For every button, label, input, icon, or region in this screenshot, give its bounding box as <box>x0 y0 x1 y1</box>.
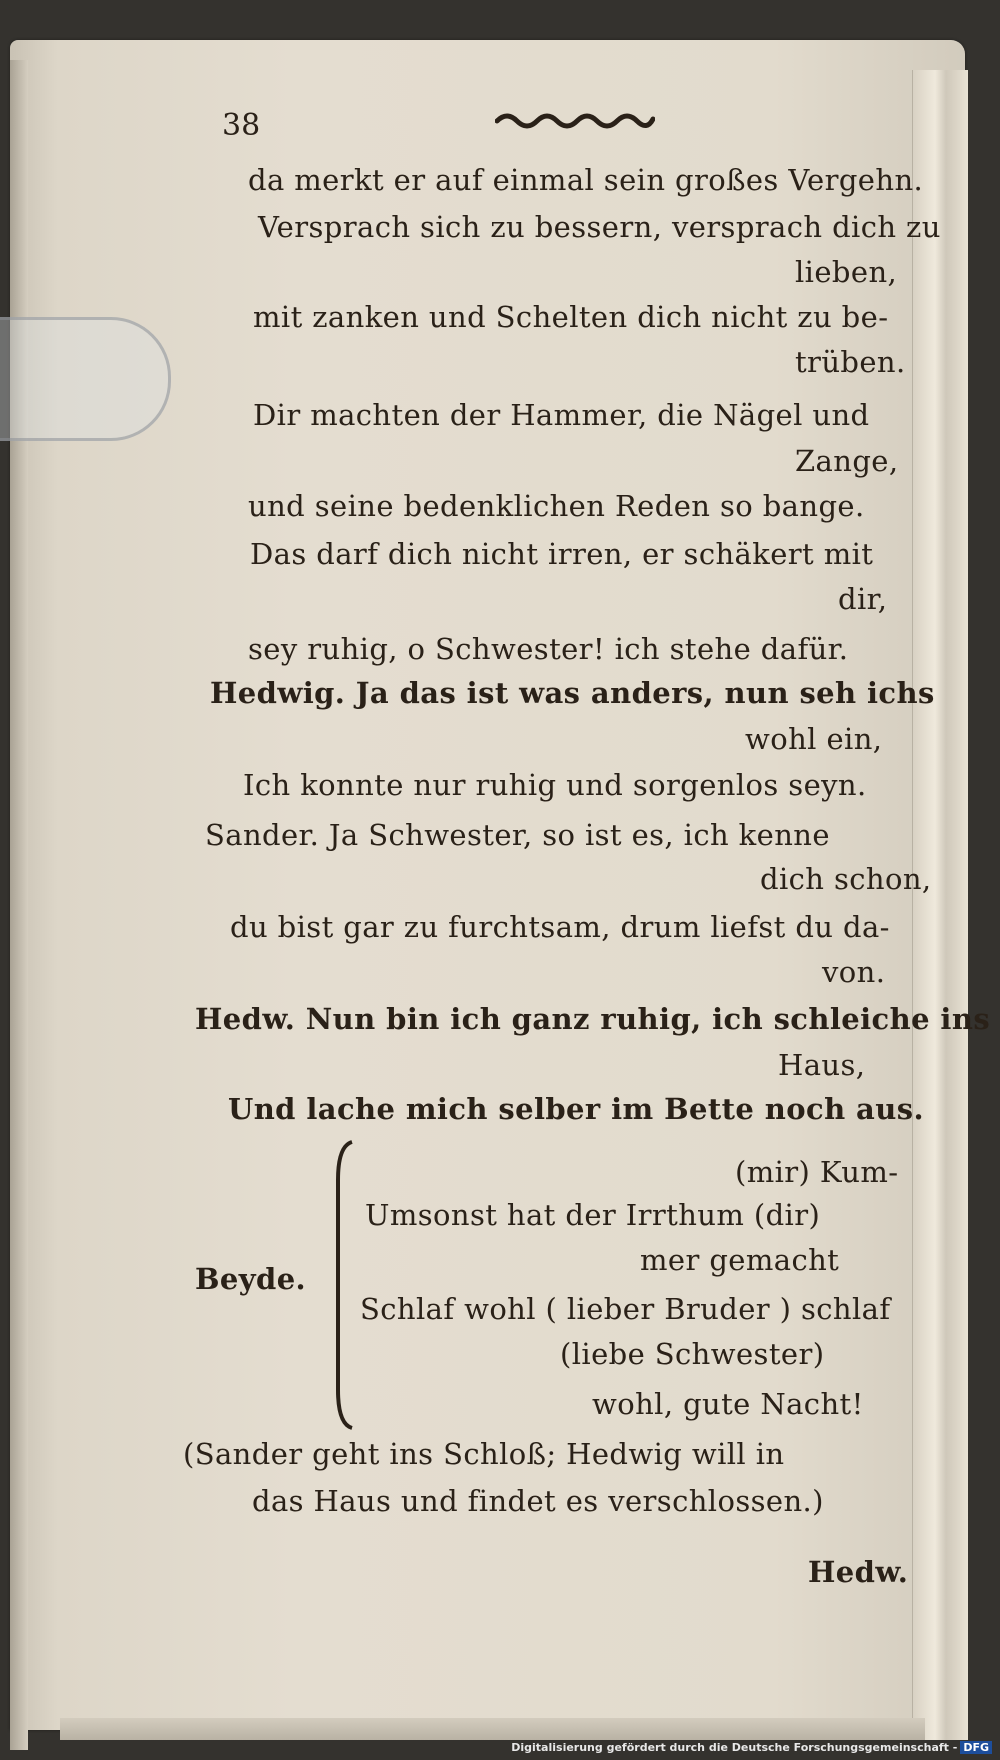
wave-ornament <box>495 105 655 133</box>
text-line: Und lache mich selber im Bette noch aus. <box>228 1092 924 1126</box>
text-line: Schlaf wohl ( lieber Bruder ) schlaf <box>360 1292 891 1326</box>
speaker-line: Hedw. Nun bin ich ganz ruhig, ich schleiche ins <box>195 1002 991 1036</box>
stage-direction-line: das Haus und findet es verschlossen.) <box>252 1484 824 1518</box>
text-line: und seine bedenklichen Reden so bange. <box>248 489 865 523</box>
text-line: Versprach sich zu bessern, versprach dich zu <box>258 210 941 244</box>
page-number: 38 <box>222 108 261 143</box>
text-line: dir, <box>838 582 888 616</box>
text-line: du bist gar zu furchtsam, drum liefst du da- <box>230 910 890 944</box>
stage-direction-line: (Sander geht ins Schloß; Hedwig will in <box>183 1437 785 1471</box>
dfg-logo: DFG <box>960 1741 992 1754</box>
brace-bracket <box>330 1140 356 1430</box>
catchword: Hedw. <box>808 1555 909 1589</box>
text-line: Dir machten der Hammer, die Nägel und <box>253 398 870 432</box>
text-line: da merkt er auf einmal sein großes Vergehn. <box>248 163 924 197</box>
text-line: Das darf dich nicht irren, er schäkert mit <box>250 537 874 571</box>
text-line: sey ruhig, o Schwester! ich stehe dafür. <box>248 632 849 666</box>
text-line: Haus, <box>778 1048 866 1082</box>
speaker-line: Hedwig. Ja das ist was anders, nun seh ichs <box>210 676 935 710</box>
credit-text: Digitalisierung gefördert durch die Deutsche Forschungsgemeinschaft - <box>511 1741 958 1754</box>
digitization-credit <box>511 1741 992 1754</box>
text-line: (liebe Schwester) <box>560 1337 825 1371</box>
text-line: von. <box>822 955 886 989</box>
text-line: (mir) Kum- <box>735 1155 899 1189</box>
speaker-line: Beyde. <box>195 1262 307 1296</box>
text-line: wohl ein, <box>745 722 883 756</box>
text-line: trüben. <box>795 345 906 379</box>
text-line: wohl, gute Nacht! <box>592 1387 864 1421</box>
text-line: dich schon, <box>760 862 932 896</box>
text-line: lieben, <box>795 255 898 289</box>
speaker-line: Sander. Ja Schwester, so ist es, ich kenne <box>205 818 830 852</box>
text-line: mit zanken und Schelten dich nicht zu be- <box>253 300 889 334</box>
text-line: Ich konnte nur ruhig und sorgenlos seyn. <box>243 768 867 802</box>
text-line: mer gemacht <box>640 1243 840 1277</box>
text-line: Umsonst hat der Irrthum (dir) <box>365 1198 821 1232</box>
text-line: Zange, <box>795 444 899 478</box>
